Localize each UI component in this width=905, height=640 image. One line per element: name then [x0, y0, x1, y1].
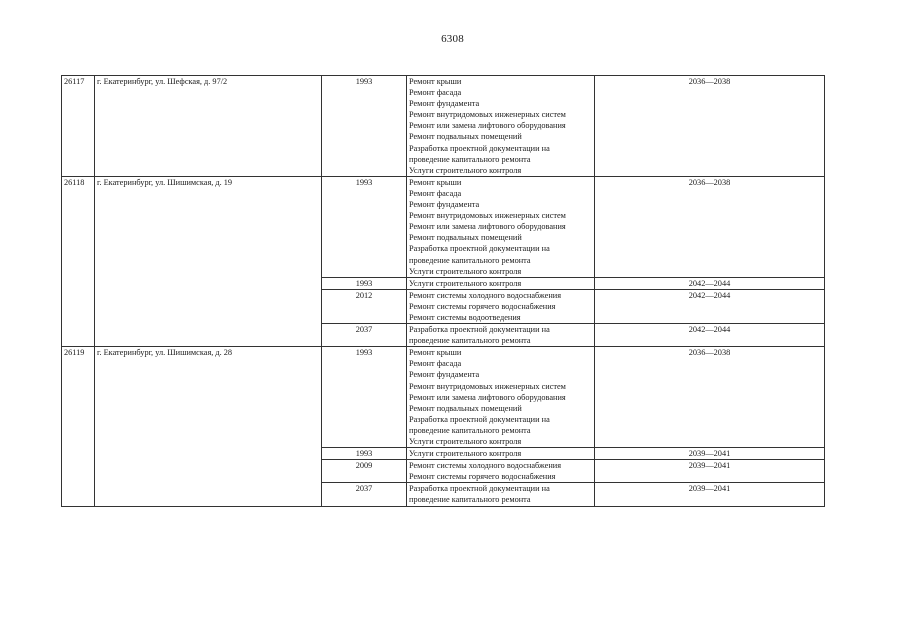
table-row — [62, 176, 825, 277]
planned-period-cell: 2042—2044 — [595, 277, 825, 289]
work-type-item: Ремонт внутридомовых инженерных систем — [409, 381, 566, 391]
work-type-item: Услуги строительного контроля — [409, 437, 522, 446]
work-type-item: Ремонт фундамента — [409, 370, 480, 380]
work-type-item: Ремонт системы холодного водоснабжения — [409, 461, 562, 471]
planned-period-cell: 2039—2041 — [595, 448, 825, 460]
work-types-cell — [407, 324, 595, 347]
work-types-cell — [407, 347, 595, 448]
work-type-item: проведение капитального ремонта — [409, 336, 531, 346]
planned-period-cell: 2042—2044 — [595, 324, 825, 347]
work-type-item: Ремонт фасада — [409, 88, 462, 98]
work-type-item: Ремонт или замена лифтового оборудования — [409, 392, 566, 402]
work-year-cell: 1993 — [322, 176, 407, 277]
work-year-cell: 1993 — [322, 76, 407, 177]
planned-period-cell: 2039—2041 — [595, 460, 825, 483]
work-type-item: Ремонт системы горячего водоснабжения — [409, 472, 556, 482]
work-type-item: Услуги строительного контроля — [409, 278, 522, 288]
work-types-cell — [407, 76, 595, 177]
work-type-item: Ремонт или замена лифтового оборудования — [409, 121, 566, 131]
work-type-item: Услуги строительного контроля — [409, 449, 522, 459]
work-type-item: Ремонт крыши — [409, 77, 462, 86]
work-type-item: Услуги строительного контроля — [409, 266, 522, 276]
work-type-item: Разработка проектной документации на — [409, 244, 550, 254]
work-types-cell — [407, 176, 595, 277]
planned-period-cell: 2036—2038 — [595, 76, 825, 177]
work-type-item: Ремонт крыши — [409, 348, 462, 358]
work-type-item: Ремонт системы водоотведения — [409, 312, 521, 322]
building-address-cell: г. Екатеринбург, ул. Шефская, д. 97/2 — [95, 76, 322, 177]
work-types-cell — [407, 448, 595, 460]
work-type-item: проведение капитального ремонта — [409, 425, 531, 435]
work-type-item: Разработка проектной документации на — [409, 484, 550, 494]
planned-period-cell: 2039—2041 — [595, 483, 825, 506]
planned-period-cell: 2036—2038 — [595, 176, 825, 277]
planned-period-cell: 2036—2038 — [595, 347, 825, 448]
building-id-cell: 26118 — [62, 176, 95, 346]
work-year-cell: 1993 — [322, 448, 407, 460]
repair-schedule-body — [62, 76, 825, 507]
building-id-cell: 26119 — [62, 347, 95, 506]
work-year-cell: 1993 — [322, 277, 407, 289]
building-id-cell: 26117 — [62, 76, 95, 177]
work-type-item: Ремонт подвальных помещений — [409, 403, 522, 413]
work-year-cell: 2037 — [322, 483, 407, 506]
work-year-cell: 1993 — [322, 347, 407, 448]
work-types-cell — [407, 289, 595, 323]
page-number: 6308 — [441, 33, 464, 45]
building-address-cell: г. Екатеринбург, ул. Шишимская, д. 28 — [95, 347, 322, 506]
work-type-item: Ремонт системы холодного водоснабжения — [409, 290, 562, 300]
work-type-item: Разработка проектной документации на — [409, 325, 550, 335]
work-types-cell — [407, 277, 595, 289]
building-address-cell: г. Екатеринбург, ул. Шишимская, д. 19 — [95, 176, 322, 346]
work-types-cell — [407, 460, 595, 483]
work-type-item: проведение капитального ремонта — [409, 255, 531, 265]
work-year-cell: 2012 — [322, 289, 407, 323]
work-type-item: Разработка проектной документации на — [409, 143, 550, 153]
work-type-item: Ремонт фундамента — [409, 200, 480, 210]
work-type-item: Ремонт внутридомовых инженерных систем — [409, 110, 566, 120]
work-type-item: Ремонт фасада — [409, 359, 462, 369]
table-row — [62, 76, 825, 177]
table-row — [62, 347, 825, 448]
work-types-cell — [407, 483, 595, 506]
work-type-item: Ремонт подвальных помещений — [409, 233, 522, 243]
work-type-item: проведение капитального ремонта — [409, 154, 531, 164]
work-type-item: проведение капитального ремонта — [409, 495, 531, 505]
work-year-cell: 2037 — [322, 324, 407, 347]
work-type-item: Ремонт фундамента — [409, 99, 480, 109]
work-year-cell: 2009 — [322, 460, 407, 483]
work-type-item: Ремонт системы горячего водоснабжения — [409, 301, 556, 311]
work-type-item: Ремонт подвальных помещений — [409, 132, 522, 142]
work-type-item: Разработка проектной документации на — [409, 414, 550, 424]
work-type-item: Ремонт или замена лифтового оборудования — [409, 222, 566, 232]
work-type-item: Ремонт крыши — [409, 177, 462, 187]
planned-period-cell: 2042—2044 — [595, 289, 825, 323]
work-type-item: Ремонт фасада — [409, 188, 462, 198]
work-type-item: Ремонт внутридомовых инженерных систем — [409, 211, 566, 221]
repair-schedule-table — [61, 75, 825, 507]
work-type-item: Услуги строительного контроля — [409, 165, 522, 175]
